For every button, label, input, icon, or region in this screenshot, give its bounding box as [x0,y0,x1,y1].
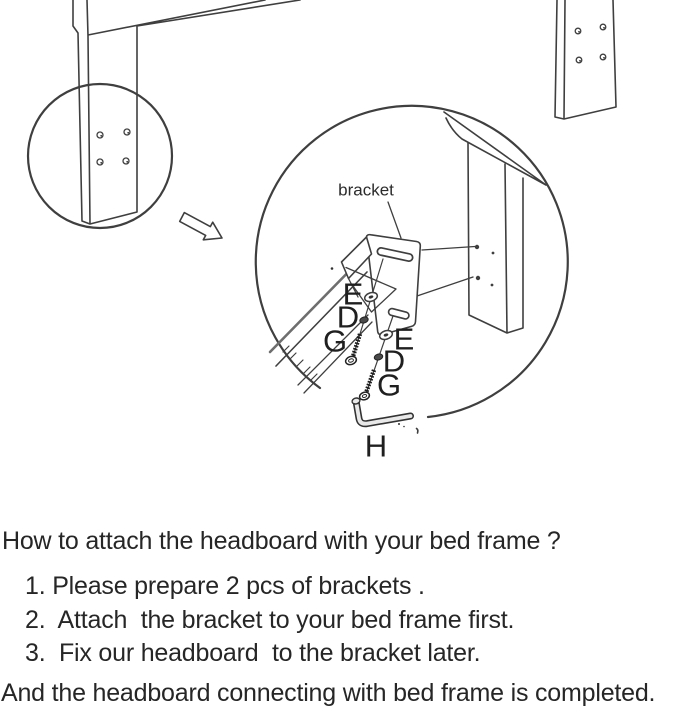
bracket-leader-line [388,202,401,238]
headboard-leg-line-art [73,0,300,224]
instruction-step-3: 3. Fix our headboard to the bracket later. [25,639,481,667]
bed-post-line-art [555,0,616,119]
zoom-circle-left [28,84,172,228]
part-label-spring-washer-1: D [336,299,360,335]
leg-screw-holes [97,129,130,165]
part-label-bolt-1: G [322,323,348,359]
detail-post-holes [475,245,495,287]
part-label-washer-1: E [342,276,364,312]
instructions-footer: And the headboard connecting with bed frame is completed. [1,679,656,707]
instruction-step-1: 1. Please prepare 2 pcs of brackets . [25,572,425,600]
spring-washer-d1 [359,316,369,324]
part-label-allen-key: H [364,428,388,464]
post-screw-holes [575,24,606,63]
headboard-post-detail [468,143,523,333]
part-label-bolt-2: G [376,367,402,403]
direction-arrow-icon [180,213,222,240]
part-label-washer-2: E [393,321,415,357]
part-label-spring-washer-2: D [382,343,406,379]
instruction-step-2: 2. Attach the bracket to your bed frame first. [25,606,515,634]
bracket-label: bracket [338,180,394,200]
hole-leader-lines [417,247,475,297]
instructions-heading: How to attach the headboard with your bed frame ? [2,527,561,555]
panel-edge-line-art [444,112,546,185]
bolt-g2 [359,370,374,401]
